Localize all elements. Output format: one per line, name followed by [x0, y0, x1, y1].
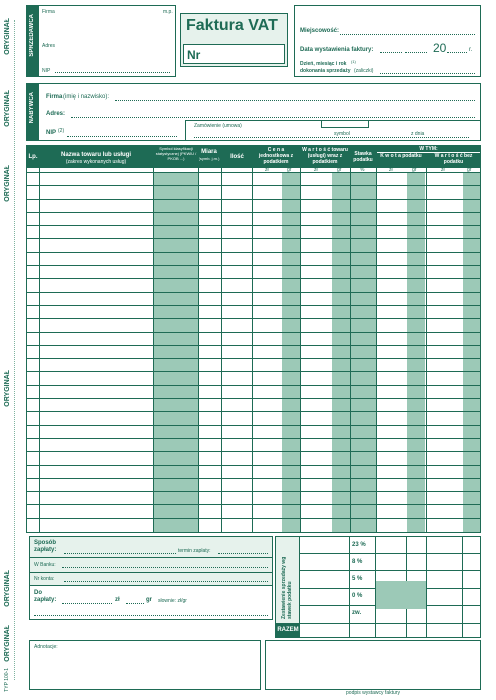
sale-date-note: (zaliczki) [354, 68, 374, 74]
table-row[interactable] [27, 293, 480, 306]
table-row[interactable] [27, 200, 480, 213]
notes-label: Adnotacje: [34, 644, 58, 650]
col-rate-header: Stawka podatku [353, 151, 373, 163]
table-row[interactable] [27, 359, 480, 372]
payment-box [29, 536, 273, 620]
col-measure-sub: (symb. j.m.) [198, 156, 220, 161]
payment-deadline-field[interactable] [218, 553, 268, 554]
buyer-firm-note: (imię i nazwisko): [63, 94, 110, 100]
margin-label-3: ORYGINAŁ [4, 165, 11, 202]
account-label: Nr konta: [34, 576, 55, 582]
account-field[interactable] [64, 581, 268, 582]
invoice-number-label: Nr [187, 48, 201, 62]
zero-rate-tax-shade [376, 581, 426, 609]
table-row[interactable] [27, 519, 480, 532]
seller-address-label: Adres [42, 43, 56, 49]
seller-box [26, 5, 176, 77]
col-in-which-header: W TYM: [419, 146, 438, 152]
table-row[interactable] [27, 253, 480, 266]
payment-method-label: Sposób [34, 540, 56, 546]
table-row[interactable] [27, 306, 480, 319]
table-body [27, 173, 480, 532]
sale-date-label: Dzień, miesiąc i rok [300, 61, 347, 67]
order-from-label: z dnia [411, 131, 425, 137]
col-lp-header: Lp. [28, 154, 38, 160]
tax-gr-label: gr [412, 167, 417, 173]
bank-field[interactable] [62, 567, 268, 568]
margin-label-2: ORYGINAŁ [4, 90, 11, 127]
order-label: Zamówienie (umowa) [194, 123, 242, 129]
table-row[interactable] [27, 426, 480, 439]
buyer-section-label: NABYWCA [29, 92, 35, 124]
col-net-header: W a r t o ś ć bez podatku [434, 153, 473, 165]
buyer-nip-sup: (2) [58, 128, 65, 134]
due-gr-label: gr [146, 597, 152, 603]
summary-side-strip [276, 537, 300, 623]
place-field[interactable] [340, 34, 475, 35]
margin-fine-print [14, 20, 17, 680]
table-row[interactable] [27, 239, 480, 252]
seller-section-strip [27, 6, 39, 76]
table-row[interactable] [27, 173, 480, 186]
table-row[interactable] [27, 372, 480, 385]
buyer-firm-label: Firma [46, 94, 63, 100]
margin-type: TYP 100-1 [4, 668, 10, 692]
col-unit-price-header: C e n a jednostkowa z podatkiem [258, 147, 294, 165]
table-row[interactable] [27, 186, 480, 199]
net-gr-label: gr [467, 167, 472, 173]
summary-rate-row [300, 537, 480, 554]
table-row[interactable] [27, 452, 480, 465]
value-gr-label: gr [337, 167, 342, 173]
margin-label-1: ORYGINAŁ [4, 18, 11, 55]
issue-year-suffix: r. [469, 47, 473, 53]
margin-label-4: ORYGINAŁ [4, 370, 11, 407]
value-zl-label: zł [314, 167, 318, 173]
buyer-section-strip [27, 84, 39, 140]
seller-nip-field[interactable] [55, 72, 170, 73]
table-row[interactable] [27, 466, 480, 479]
signature-label: podpis wystawcy faktury [346, 690, 400, 696]
table-row[interactable] [27, 479, 480, 492]
issue-date-year[interactable] [447, 52, 467, 53]
order-field[interactable] [194, 137, 469, 138]
tax-zl-label: zł [389, 167, 393, 173]
order-box [185, 120, 480, 140]
due-label2: zapłaty: [34, 597, 57, 603]
invoice-title: Faktura VAT [186, 17, 278, 34]
issue-year-prefix: 20 [433, 41, 447, 55]
table-row[interactable] [27, 319, 480, 332]
buyer-address-field[interactable] [71, 117, 475, 118]
margin-label-5: ORYGINAŁ [4, 570, 11, 607]
col-qty-header: Ilość [230, 154, 244, 160]
col-name-sub: (zakres wykonanych usług) [65, 159, 127, 165]
table-row[interactable] [27, 399, 480, 412]
issue-date-month[interactable] [405, 52, 427, 53]
place-label: Miejscowość: [300, 28, 340, 34]
order-symbol-bracket [321, 121, 369, 128]
table-row[interactable] [27, 333, 480, 346]
table-row[interactable] [27, 439, 480, 452]
sale-date-sup: (1) [351, 59, 356, 64]
summary-rate-label: 0 % [352, 593, 363, 600]
summary-rate-label: 5 % [352, 575, 363, 582]
table-row[interactable] [27, 505, 480, 518]
due-zl-field[interactable] [62, 603, 112, 604]
summary-box [275, 536, 481, 638]
due-zl-label: zł [115, 597, 120, 603]
order-symbol-label: symbol [334, 131, 350, 137]
summary-rate-label: 8 % [352, 558, 363, 565]
seller-nip-label: NIP [42, 68, 51, 74]
seller-firm-label: Firma [42, 9, 55, 15]
table-row[interactable] [27, 213, 480, 226]
col-symbol-header: Symbol klasyfikacji statystycznej (PKWiU / PKOB ...) [155, 146, 197, 161]
seller-section-label: SPRZEDAWCA [29, 14, 35, 57]
seller-stamp-label: m.p. [163, 9, 173, 15]
payment-deadline-label: termin zapłaty: [178, 548, 211, 554]
table-row[interactable] [27, 279, 480, 292]
table-row[interactable] [27, 386, 480, 399]
buyer-nip-field[interactable] [67, 136, 177, 137]
issue-date-day[interactable] [380, 52, 402, 53]
payment-method-label2: zapłaty: [34, 547, 57, 553]
notes-box [29, 640, 261, 690]
summary-rate-row [300, 554, 480, 571]
rate-pct-label: % [360, 167, 365, 173]
bank-label: W Banku: [34, 562, 56, 568]
summary-rate-label: 23 % [352, 541, 366, 548]
table-row[interactable] [27, 346, 480, 359]
summary-side-label: Zestawienie sprzedaży wg stawek podatku [281, 556, 293, 619]
col-value-header: W a r t o ś ć towaru (usługi) wraz z podatkiem [302, 147, 348, 165]
table-row[interactable] [27, 492, 480, 505]
summary-rate-label: zw. [352, 610, 362, 617]
sale-date-label2: dokonania sprzedaży [300, 68, 351, 74]
net-zl-label: zł [441, 167, 445, 173]
unit-price-gr-label: gr [287, 167, 292, 173]
title-box [180, 13, 288, 67]
due-words-field[interactable] [34, 615, 268, 616]
payment-method-field[interactable] [64, 553, 176, 554]
buyer-nip-label: NIP [46, 130, 57, 136]
meta-box [294, 5, 481, 77]
buyer-address-label: Adres: [46, 111, 66, 117]
items-table [26, 145, 481, 533]
table-row[interactable] [27, 412, 480, 425]
table-row[interactable] [27, 226, 480, 239]
due-label: Do [34, 590, 42, 596]
invoice-number-field[interactable] [183, 44, 285, 64]
due-gr-field[interactable] [126, 603, 144, 604]
col-measure-header: Miara [201, 149, 217, 155]
due-words-label: słownie: zł/gr [158, 598, 187, 604]
buyer-box [26, 83, 481, 141]
total-label: RAZEM [276, 624, 300, 637]
col-tax-header: K w o t a podatku [380, 153, 422, 159]
issue-date-label: Data wystawienia faktury: [300, 47, 374, 53]
col-name-header: Nazwa towaru lub usługi [60, 152, 131, 158]
table-row[interactable] [27, 266, 480, 279]
buyer-firm-field[interactable] [115, 100, 475, 101]
margin-label-6: ORYGINAŁ [4, 625, 11, 662]
unit-price-zl-label: zł [265, 167, 269, 173]
signature-box[interactable] [265, 640, 481, 690]
sale-date-field[interactable] [380, 73, 475, 74]
